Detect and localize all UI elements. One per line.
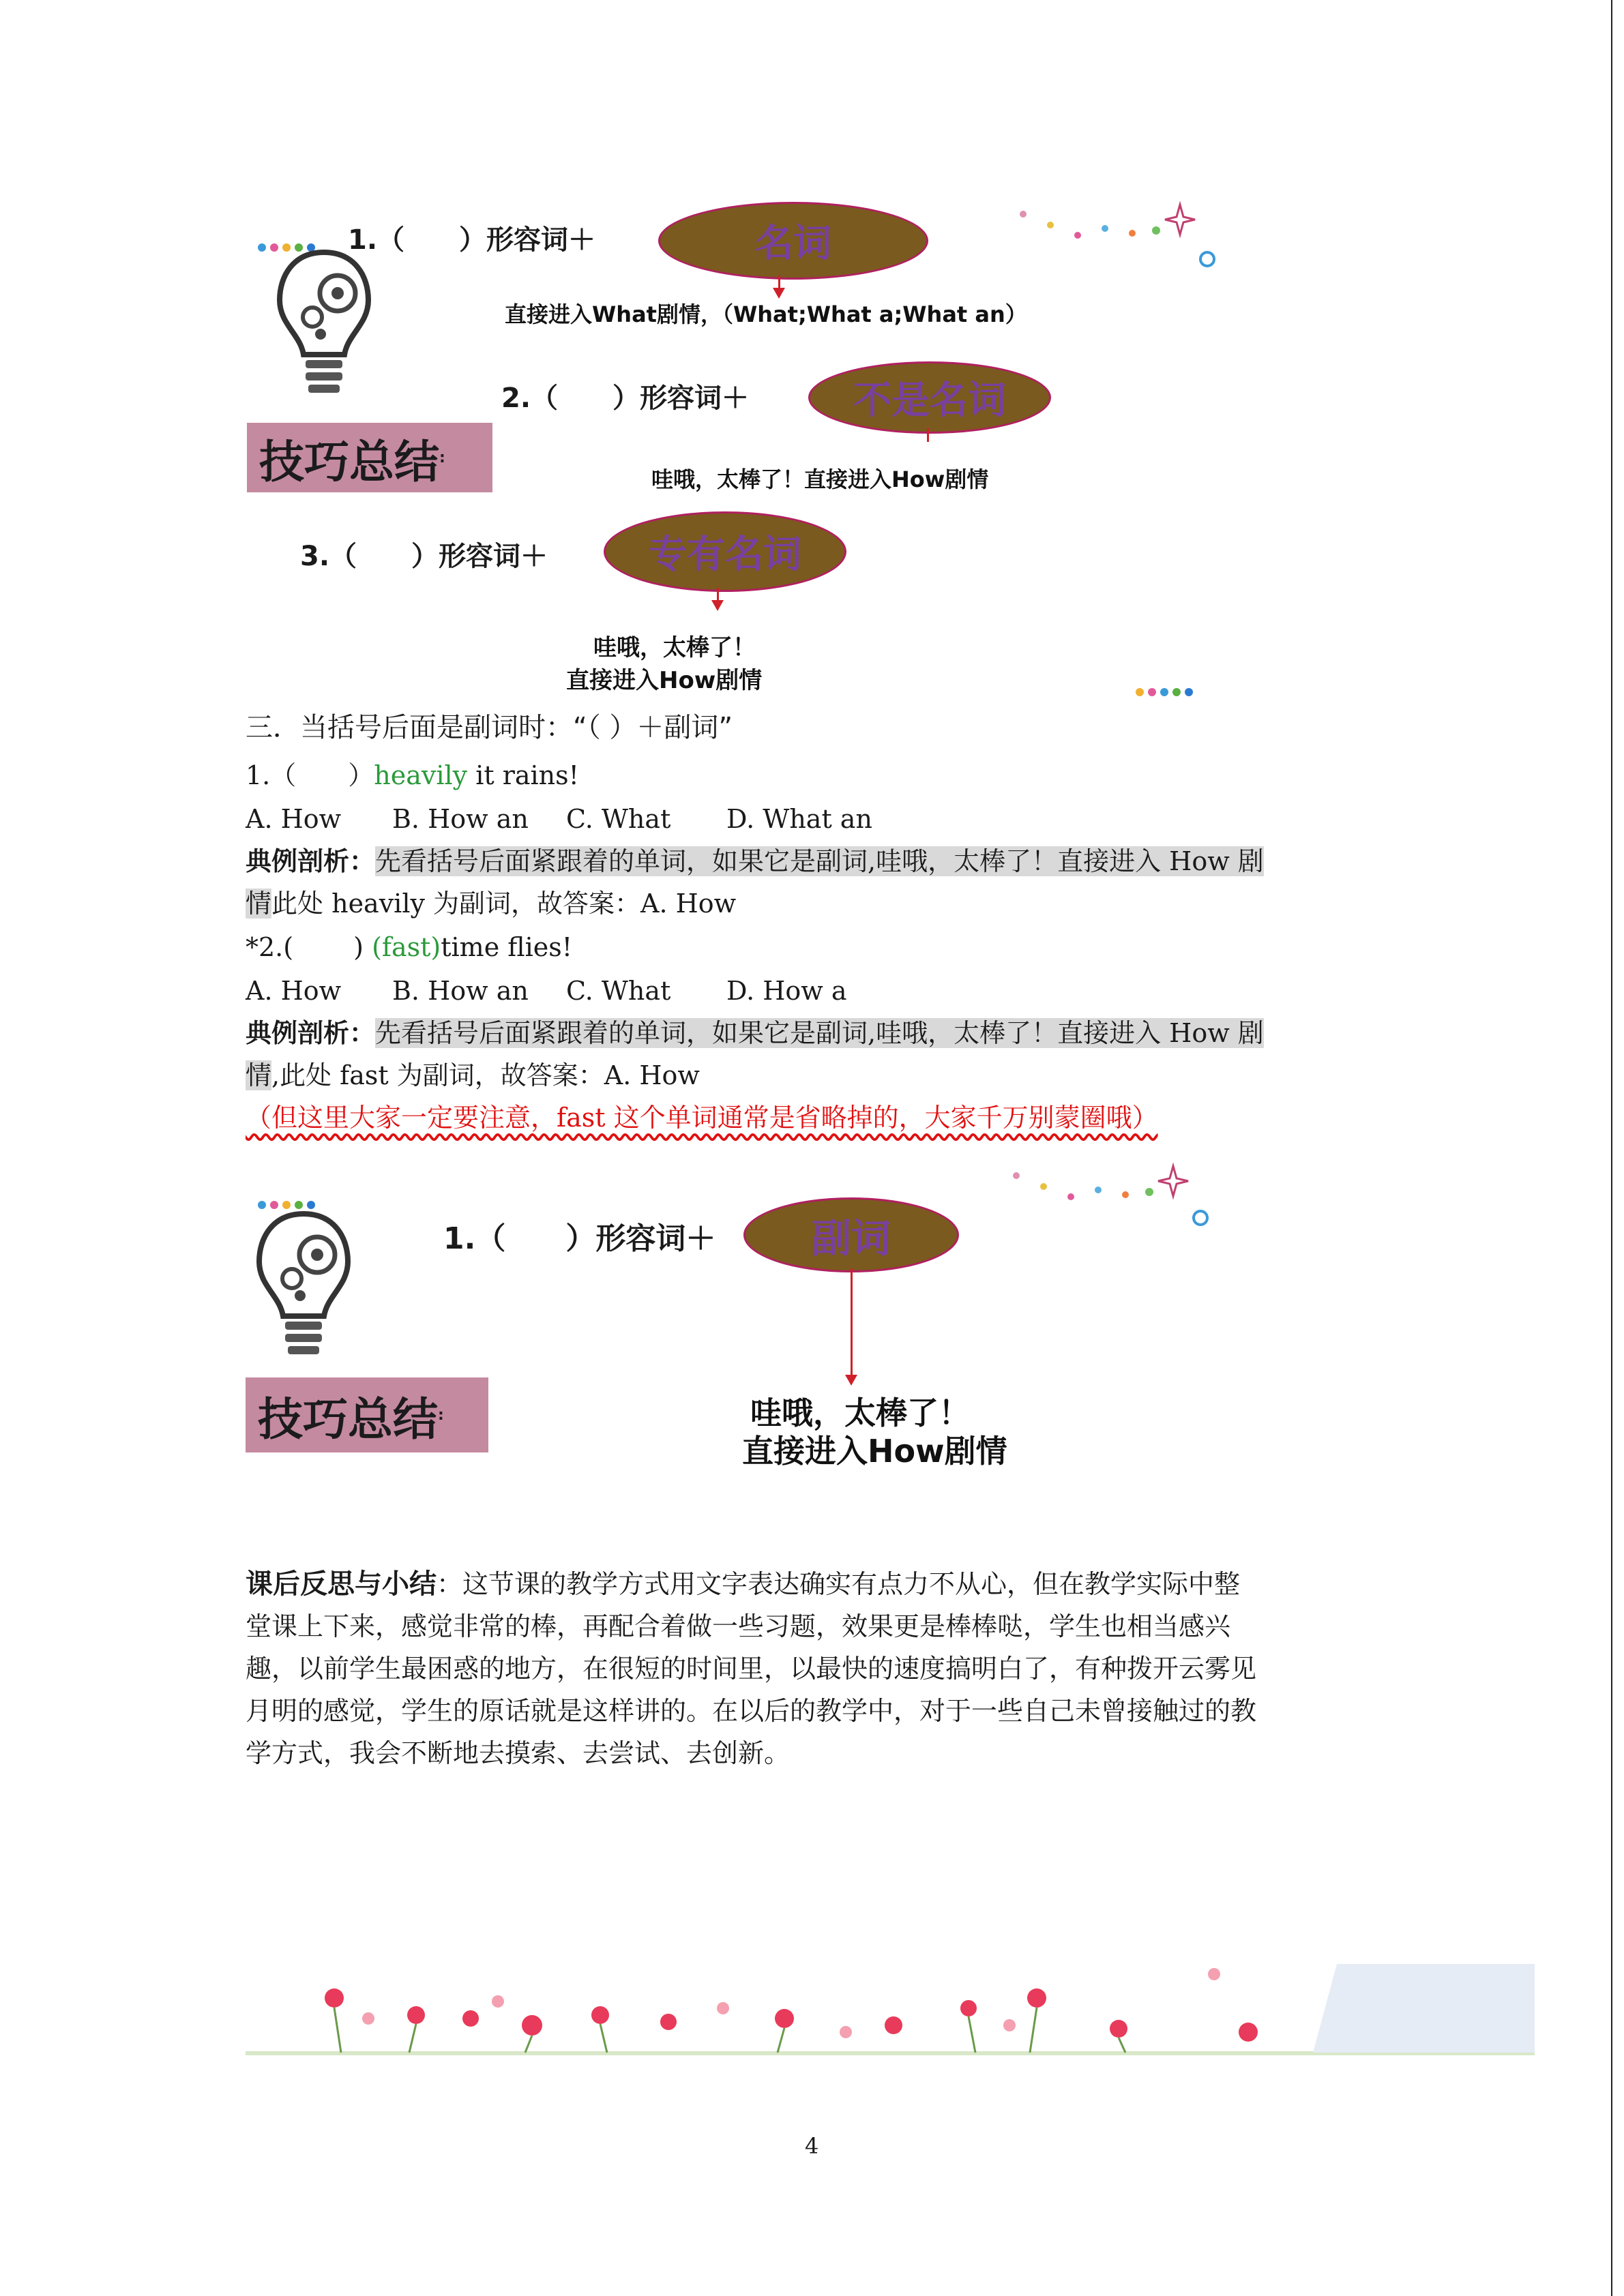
note-line-1: 哇哦，太棒了！ bbox=[750, 1395, 970, 1431]
decorative-dots-bottom bbox=[1136, 686, 1197, 699]
option-a: A. How bbox=[246, 804, 342, 834]
note-line-2: 直接进入How剧情 bbox=[742, 1433, 1007, 1470]
oval-noun: 名词 bbox=[658, 202, 928, 280]
note-1: 直接进入What剧情，（What;What a;What an） bbox=[505, 301, 1027, 327]
arrow-4 bbox=[851, 1268, 853, 1377]
reflection-line-2: 堂课上下来，感觉非常的棒，再配合着做一些习题，效果更是棒棒哒，学生也相当感兴 bbox=[246, 1611, 1231, 1641]
skill-summary-panel-1 bbox=[246, 198, 1235, 702]
tip-summary-label: 技巧总结 : bbox=[247, 423, 492, 492]
option-d: D. What an bbox=[726, 804, 872, 834]
note-3-line-1: 哇哦，太棒了！ bbox=[593, 634, 756, 661]
note-3-line-2: 直接进入How剧情 bbox=[566, 667, 763, 694]
reflection-line-1: 课后反思与小结：这节课的教学方式用文字表达确实有点力不从心，但在教学实际中整 bbox=[246, 1568, 1241, 1600]
option-c: C. What bbox=[566, 976, 671, 1006]
arrow-3-head bbox=[711, 600, 724, 611]
reflection-line-3: 趣，以前学生最困惑的地方，在很短的时间里，以最快的速度搞明白了，有种拨开云雾见 bbox=[246, 1654, 1257, 1684]
option-c: C. What bbox=[566, 804, 671, 834]
note-2: 哇哦，太棒了！直接进入How剧情 bbox=[651, 466, 989, 492]
question-1: 1.（ ）heavily it rains! bbox=[246, 760, 579, 790]
lightbulb-gear-icon bbox=[273, 239, 375, 409]
analysis-2-line-1: 典例剖析：先看括号后面紧跟着的单词，如果它是副词,哇哦，太棒了！直接进入 How 剧 bbox=[246, 1018, 1264, 1048]
option-b: B. How an bbox=[392, 804, 529, 834]
page-number: 4 bbox=[805, 2133, 819, 2159]
page-right-border bbox=[1611, 0, 1612, 2296]
oval-proper-noun: 专有名词 bbox=[604, 511, 846, 592]
flower-border-decoration bbox=[246, 1950, 1535, 2059]
tip-summary-label: 技巧总结 : bbox=[246, 1377, 488, 1452]
question-2-options bbox=[246, 970, 847, 1012]
sparkle-decoration bbox=[1009, 198, 1235, 280]
rule-3-text: 3.（ ）形容词＋ bbox=[300, 541, 548, 572]
warning-note: （但这里大家一定要注意，fast 这个单词通常是省略掉的，大家千万别蒙圈哦） bbox=[246, 1103, 1158, 1133]
arrow-2 bbox=[927, 428, 929, 442]
section-heading: 三．当括号后面是副词时：“（ ）＋副词” bbox=[246, 712, 733, 743]
rule-2-text: 2.（ ）形容词＋ bbox=[501, 383, 750, 414]
option-b: B. How an bbox=[392, 976, 529, 1006]
analysis-1-line-2: 情此处 heavily 为副词，故答案：A. How bbox=[246, 889, 737, 919]
arrow-4-head bbox=[845, 1375, 857, 1386]
sparkle-decoration bbox=[1003, 1159, 1228, 1241]
reflection-line-4: 月明的感觉，学生的原话就是这样讲的。在以后的教学中，对于一些自己未曾接触过的教 bbox=[246, 1696, 1257, 1726]
rule-1-text: 1.（ ）形容词＋ bbox=[443, 1221, 716, 1256]
analysis-2-line-2: 情,此处 fast 为副词，故答案：A. How bbox=[246, 1060, 700, 1090]
oval-adverb: 副词 bbox=[743, 1197, 959, 1272]
rule-1-text: 1.（ ）形容词＋ bbox=[348, 224, 596, 256]
reflection-line-5: 学方式，我会不断地去摸索、去尝试、去创新。 bbox=[246, 1738, 791, 1768]
option-a: A. How bbox=[246, 976, 342, 1006]
oval-not-noun: 不是名词 bbox=[808, 361, 1051, 434]
skill-summary-panel-2 bbox=[246, 1159, 1235, 1514]
lightbulb-gear-icon bbox=[252, 1200, 355, 1371]
question-2: *2.( ) (fast)time flies! bbox=[246, 932, 573, 962]
question-1-options bbox=[246, 798, 872, 840]
option-d: D. How a bbox=[726, 976, 847, 1006]
analysis-1-line-1: 典例剖析：先看括号后面紧跟着的单词，如果它是副词,哇哦，太棒了！直接进入 How 剧 bbox=[246, 846, 1264, 876]
